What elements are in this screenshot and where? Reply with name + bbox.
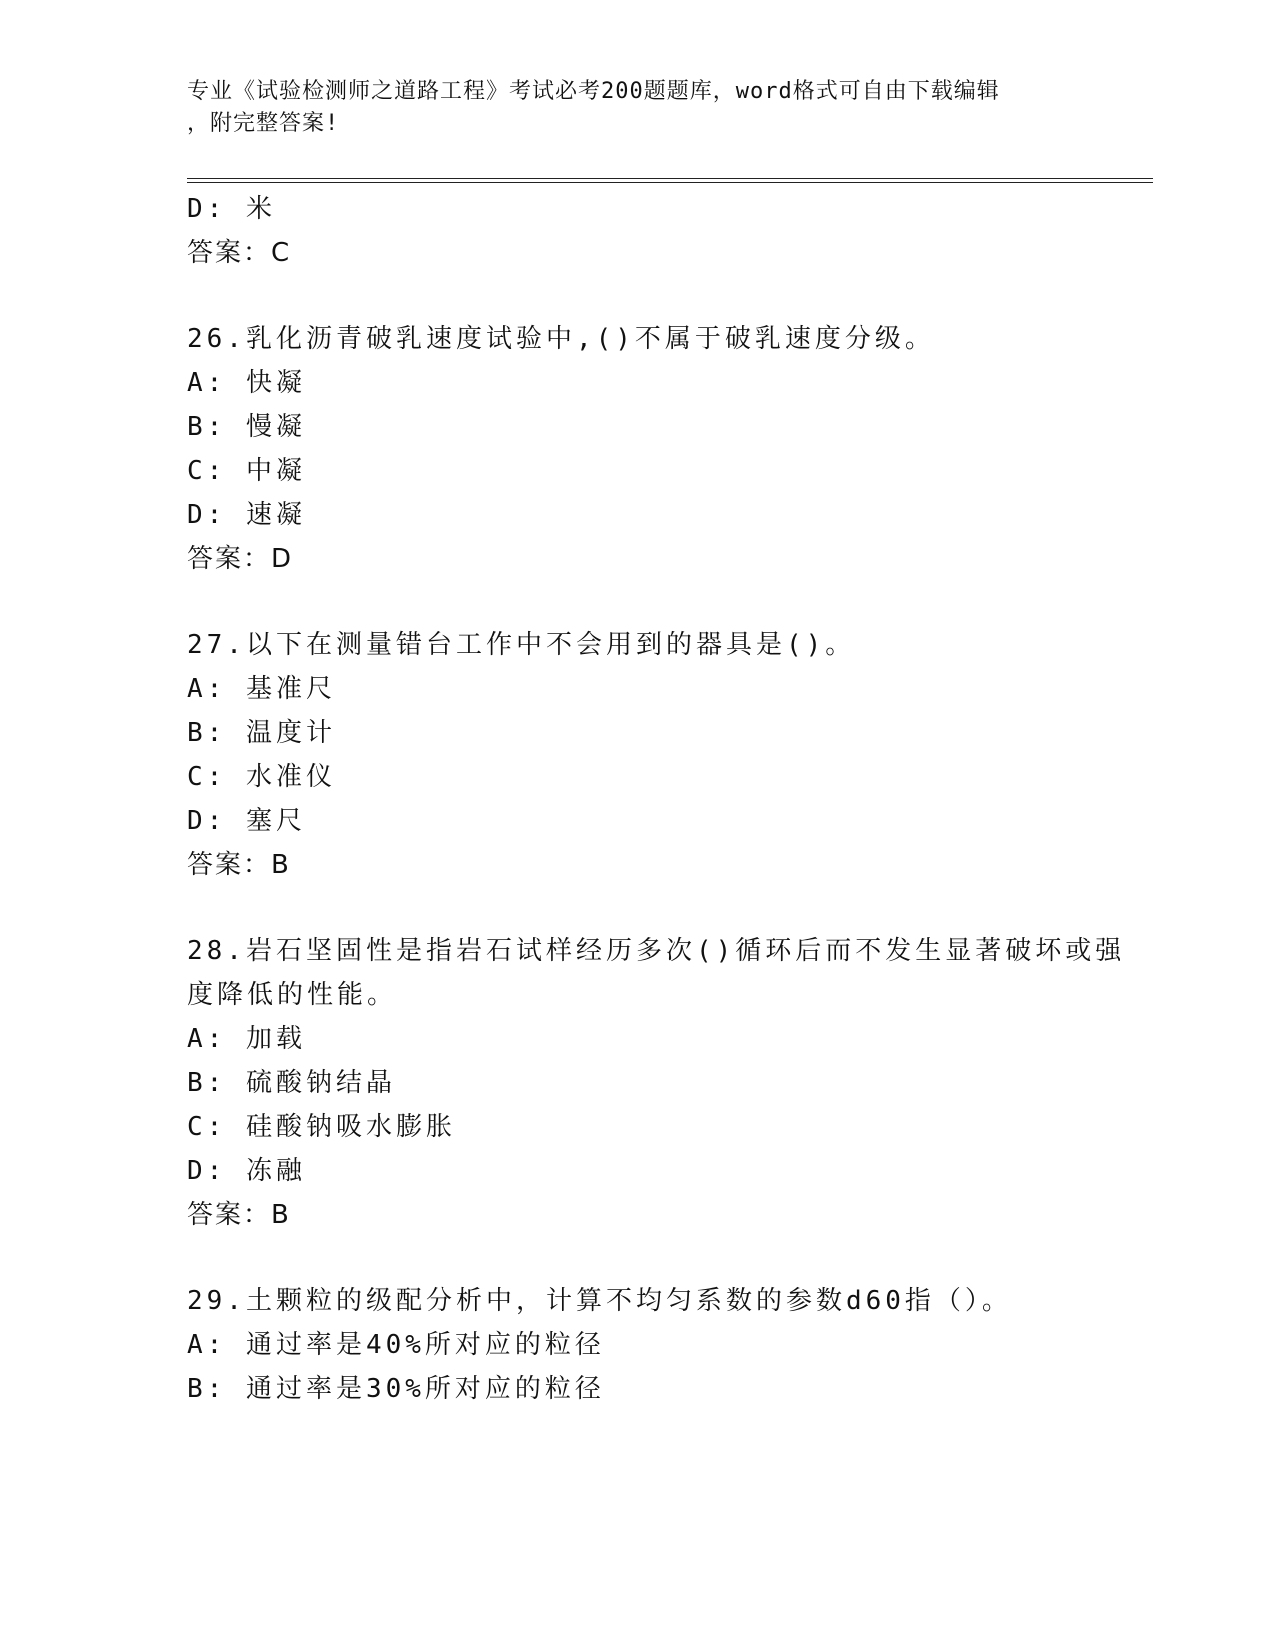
option-d-q26: D: 速凝 (187, 500, 306, 530)
option-b-q27: B: 温度计 (187, 718, 336, 748)
option-a-q29: A: 通过率是40%所对应的粒径 (187, 1330, 605, 1360)
option-a-q27: A: 基准尺 (187, 674, 336, 704)
option-c-q27: C: 水准仪 (187, 762, 336, 792)
question-27: 27.以下在测量错台工作中不会用到的器具是()。 (187, 630, 856, 660)
option-b-q29: B: 通过率是30%所对应的粒径 (187, 1374, 605, 1404)
option-d-q27: D: 塞尺 (187, 806, 306, 836)
option-a-q28: A: 加载 (187, 1024, 306, 1054)
header-divider-top (187, 178, 1153, 179)
answer-q25: 答案：C (187, 238, 292, 268)
header-line-1: 专业《试验检测师之道路工程》考试必考200题题库，word格式可自由下载编辑 (187, 79, 1000, 104)
question-28: 28.岩石坚固性是指岩石试样经历多次()循环后而不发生显著破坏或强 (187, 936, 1126, 966)
answer-q27: 答案：B (187, 850, 291, 880)
document-header (187, 76, 1067, 140)
answer-q26: 答案：D (187, 544, 294, 574)
option-b-q28: B: 硫酸钠结晶 (187, 1068, 396, 1098)
header-line-2: ，附完整答案! (187, 111, 340, 136)
question-29: 29.土颗粒的级配分析中，计算不均匀系数的参数d60指（）。 (187, 1286, 1012, 1316)
option-d-q28: D: 冻融 (187, 1156, 306, 1186)
question-28-continued: 度降低的性能。 (187, 980, 398, 1010)
option-c-q26: C: 中凝 (187, 456, 306, 486)
option-d-q25: D: 米 (187, 194, 276, 224)
option-c-q28: C: 硅酸钠吸水膨胀 (187, 1112, 456, 1142)
answer-q28: 答案：B (187, 1200, 291, 1230)
question-26: 26.乳化沥青破乳速度试验中,()不属于破乳速度分级。 (187, 324, 935, 354)
option-a-q26: A: 快凝 (187, 368, 306, 398)
option-b-q26: B: 慢凝 (187, 412, 306, 442)
header-divider-bottom (187, 182, 1153, 183)
